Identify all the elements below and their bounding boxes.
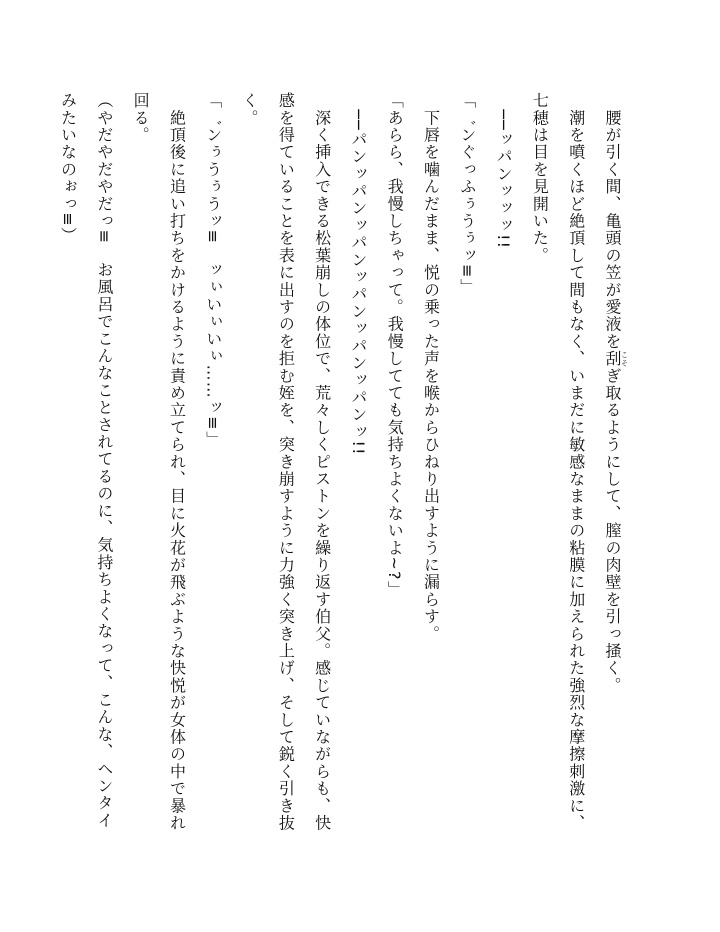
vertical-text-body	[49, 92, 630, 882]
text-line-8: ──パンッパンッパンッパンッパンッパンッ!!	[348, 92, 368, 456]
ruby-annotation	[603, 350, 629, 368]
text-line-1	[594, 92, 630, 882]
ruby-reading: こそ	[620, 350, 629, 368]
text-line-5: 「゛ンぐっふぅうぅッ≡」	[457, 92, 477, 296]
text-line-12: 「゛ンぅうぅうッ≡ ッぃいぃいぃ……ッ≡」	[203, 92, 223, 449]
text-line-4: ──ッパンッッッ!!	[494, 92, 514, 250]
text-line-7: 「あらら、我慢しちゃって。我慢してても気持ちよくないよ~?」	[385, 92, 405, 598]
text-line-16: みたいなのぉっ≡）	[58, 92, 78, 245]
text-line-9: 深く挿入できる松葉崩しの体位で、荒々しくピストンを繰り返す伯父。感じていながらも、快	[312, 92, 332, 832]
text-line-6: 下唇を噛んだまま、悦の乗った声を喉からひねり出すように漏らす。	[421, 92, 441, 643]
line-1-after: ぎ取るようにして、膣の肉壁を引っ掻く。	[603, 367, 622, 695]
text-line-13: 絶頂後に追い打ちをかけるように責め立てられ、目に火花が飛ぶような快悦が女体の中で暴れ	[167, 92, 187, 832]
text-line-11: く。	[240, 92, 260, 127]
text-line-15: （やだやだやだっ≡ お風呂でこんなことされてるのに、気持ちよくなって、こんな、ヘンタイ	[94, 92, 114, 830]
ruby-base: 刮	[603, 350, 622, 368]
text-line-2: 潮を噴くほど絶頂して間もなく、いまだに敏感なままの粘膜に加えられた強烈な摩擦刺激に、	[566, 92, 586, 832]
text-line-14: 回る。	[131, 92, 151, 144]
text-line-10: 感を得ていることを表に出すのを拒む姪を、突き崩すように力強く突き上げ、そして鋭く引き抜	[276, 92, 296, 832]
line-1-before: 腰が引く間、亀頭の笠が愛液を	[603, 92, 622, 350]
text-line-3: 七穂は目を見開いた。	[530, 92, 550, 264]
